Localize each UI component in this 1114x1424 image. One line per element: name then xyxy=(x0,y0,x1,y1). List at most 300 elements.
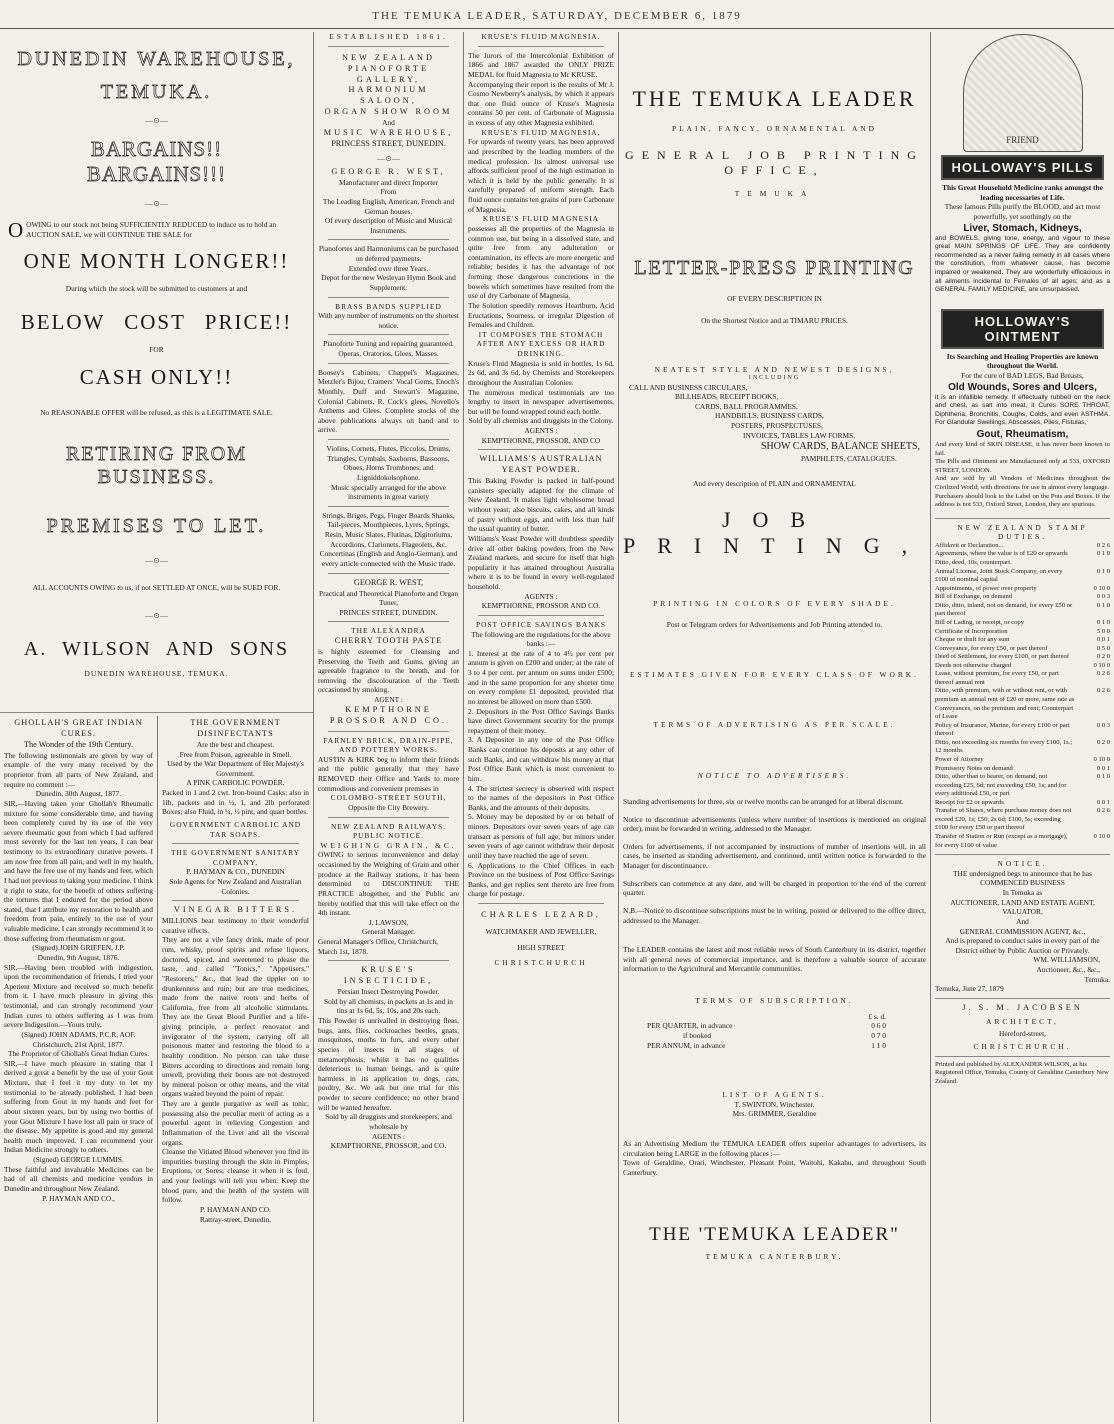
weighing-grain: WEIGHING GRAIN, &C. xyxy=(320,840,457,850)
subscription-row xyxy=(623,1041,926,1051)
stamp-duty-amount: 0 2 6 xyxy=(1096,541,1110,549)
warehouse-town: TEMUKA. xyxy=(100,81,213,103)
rule xyxy=(328,439,449,440)
yeast-text-1: This Baking Powder is packed in half-pound canisters specially adapted for the climate of New Zealand. It makes light wholesome bread without yeast; also biscuits, cakes, and all kinds of pastry without eggs, and with less than half the usual quantity of butter. xyxy=(468,476,614,534)
stamp-duty-row xyxy=(935,765,1110,774)
govt-title: THE GOVERNMENT DISINFECTANTS xyxy=(190,718,281,738)
bargains-heading: BARGAINS!! BARGAINS!!! xyxy=(86,137,227,186)
for-text: FOR xyxy=(149,344,164,354)
notice-line-7: And is prepared to conduct sales in every part of the District either by Public Auction or Privately. xyxy=(945,936,1100,955)
yeast-agents-label: AGENTS : xyxy=(524,591,558,601)
terms-advertising: TERMS OF ADVERTISING AS PER SCALE. xyxy=(653,719,896,729)
gm-office: General Manager's Office, Christchurch, March 1st, 1878. xyxy=(318,937,439,956)
kruse-text-9: Sold by all chemists and druggists in the Colony. xyxy=(468,416,614,426)
stamp-duty-row xyxy=(935,799,1110,808)
ointment-sold: And are sold by all Vendors of Medicines throughout the Civilized World; with directions for use in almost every language. xyxy=(935,475,1110,491)
stamp-duty-amount: 0 1 0 xyxy=(1096,601,1110,609)
rule xyxy=(328,731,449,732)
printing-list-3: CARDS, BALL PROGRAMMES, xyxy=(695,401,798,411)
letterpress-heading: LETTER-PRESS PRINTING xyxy=(634,256,915,279)
owing-text: OWING to our stock not being SUFFICIENTLY REDUCED to induce us to hold an AUCTION SALE, we will CONTINUE THE SALE for xyxy=(26,220,277,239)
west-name: GEORGE R. WEST, xyxy=(331,166,446,176)
job-office: GENERAL JOB PRINTING OFFICE, xyxy=(625,147,924,178)
rule xyxy=(328,239,449,240)
general-manager: General Manager. xyxy=(362,927,415,937)
pills-intro: This Great Household Medicine ranks amongst the leading necessaries of Life. xyxy=(942,183,1103,202)
princes-street: PRINCESS STREET, DUNEDIN. xyxy=(331,138,446,148)
high-street: HIGH STREET xyxy=(517,942,565,952)
rule xyxy=(478,46,604,47)
brass-bands-text: With any number of instruments on the shortest notice. xyxy=(318,311,459,330)
printing-list-8: PAMPHLETS, CATALOGUES. xyxy=(801,453,897,463)
ghollah-closing: These faithful and invaluable Medicines can be had of all chemists and medicine vendors in Dunedin and throughout New Zealand. xyxy=(4,1164,153,1193)
watchmaker: WATCHMAKER AND JEWELLER, xyxy=(485,926,597,936)
insecticide-agents: KEMPTHORNE, PROSSOR, and CO. xyxy=(330,1141,447,1151)
dunedin-warehouse-ad xyxy=(0,32,313,712)
temuka-leader-ad xyxy=(619,32,930,1422)
temuka-label: TEMUKA xyxy=(734,189,815,199)
alexandra: THE ALEXANDRA xyxy=(351,626,426,636)
stamp-duty-item: Transfer of Shares, where purchase money does not exceed £20, 1s; £50, 2s 6d; £100, 5s; exceeding £100 for every £50 or part thereof xyxy=(935,807,1072,832)
owing-notice xyxy=(4,218,309,242)
deferred-payments: Pianofortes and Harmoniums can be purchased on deferred payments. xyxy=(318,244,459,264)
rule xyxy=(328,297,449,298)
stamp-duty-item: Power of Attorney xyxy=(935,755,984,763)
stamp-duty-amount: 0 2 6 xyxy=(1096,687,1110,695)
savings-rule-6: 6. Applications to the Chief Offices in each Province on the business of Post Office Savings Banks, and get replies sent thereto are free from charge for postage. xyxy=(468,860,614,899)
leader-footer-title: THE 'TEMUKA LEADER" xyxy=(649,1223,900,1245)
ghollah-date-3: Christchurch, 21st April, 1877. xyxy=(32,1039,125,1049)
princes-street-2: PRINCES STREET, DUNEDIN. xyxy=(339,607,438,617)
stamp-duty-row xyxy=(935,619,1110,628)
stamp-duty-item: Cheque or draft for any sum xyxy=(935,636,1010,644)
printing-list-4: HANDBILLS, BUSINESS CARDS, xyxy=(715,411,824,421)
music-warehouse-column xyxy=(314,32,463,1422)
notice-3: Orders for advertisements, if not accompanied by instructions of number of insertions will, in all cases, be inserted as standing advertisement, and continued, until written notice is forwarded to the Manager for discontinuance. xyxy=(623,841,926,871)
ointment-body: it is an infallible remedy. If effectually rubbed on the neck and chest, as salt into meat, it Cures SORE THROAT, Diphtheria, Bronchitis, Coughs, Colds, and even ASTHMA. For Glandular Swellings, Abscesses, Piles, Fistulas, xyxy=(935,393,1110,427)
insecticide-text: This Powder is unrivalled in destroying fleas, bugs, ants, flies, cockroaches beetles, gnats, mosquitoes, moths in furs, and every other species of insects in all stages of metamorphosis; whilst it has no qualities deleterious to human beings, and is quite harmless in its application to dogs, cats, poultry, &c. We ask but one trial for this powder to secure confidence; no other brand will be wanted hereafter. xyxy=(318,1016,459,1112)
printing-list-1: CALL AND BUSINESS CIRCULARS, xyxy=(629,382,748,392)
stamp-duty-amount: 0 0 3 xyxy=(1096,593,1110,601)
savings-rule-5: 5. Money may be deposited by or on behalf of minors. Depositors over seven years of age can transact as persons of full age, but minors under seven years of age cannot withdraw their deposit until they have reached the age of seven. xyxy=(468,812,614,860)
wilson-subtitle: DUNEDIN WAREHOUSE, TEMUKA. xyxy=(84,668,229,678)
subscription-price: 0 6 0 xyxy=(871,1021,886,1031)
christchurch: CHRISTCHURCH. xyxy=(973,1042,1072,1052)
stamp-duties-title: NEW ZEALAND STAMP DUTIES. xyxy=(957,522,1088,542)
printing-list-5: POSTERS, PROSPECTUSES, xyxy=(731,421,823,431)
stamp-duty-row xyxy=(935,807,1110,833)
colors: PRINTING IN COLORS OF EVERY SHADE. xyxy=(653,598,896,608)
cherry-agent: KEMPTHORNE PROSSOR AND CO. xyxy=(329,704,448,725)
ghollah-title: GHOLLAH'S GREAT INDIAN CURES. xyxy=(14,718,143,738)
kruse-agents-label: AGENTS : xyxy=(524,426,558,435)
vinegar-address: Rattray-street, Dunedin. xyxy=(199,1214,272,1224)
publications-text: Boosey's Cabinets, Chappel's Magazines, Metzler's Bijou, Cramers' Vocal Gems, Enoch's Monthly, Duff and Stewart's Magazine, Colonial Cabinets, R. Cock's glees, Novello's Anthems and Glees. Complete stocks of the above publications always on hand and to arrive. xyxy=(318,367,459,435)
stamp-duty-item: Annual License, Joint Stock Company, on every £100 of nominal capital xyxy=(935,567,1063,584)
rule xyxy=(328,573,449,574)
kruse-composes: IT COMPOSES THE STOMACH AFTER ANY EXCESS OR HARD DRINKING. xyxy=(476,329,606,358)
stamp-duty-row xyxy=(935,550,1110,559)
govt-soap: GOVERNMENT CARBOLIC AND TAR SOAPS. xyxy=(169,819,302,839)
rule xyxy=(172,900,299,901)
section-rule xyxy=(0,712,313,713)
rule xyxy=(328,46,449,47)
subscription-row xyxy=(623,1031,926,1041)
warehouse-title: DUNEDIN WAREHOUSE, xyxy=(17,48,296,70)
vinegar-intro: MILLIONS bear testimony to their wonderful curative effects. xyxy=(162,916,309,935)
vinegar-body-1: They are not a vile fancy drink, made of poor rum, whisky, proof spirits and refuse liquors, doctored, spiced, and sweetened to please the taste, and called "Tonics," "Appetisers," "Restorers," &c., that lead the tippler on to drunkenness and ruin; but are true medicines, made from the native roots and herbs of California, free from all alcoholic stimulants. They are the Great Blood Purifier and a life-giving principle, a perfect renovator and invigorator of the system, carrying off all poisonous matter and restoring the blood to a healthy condition. No person can take these Bitters according to directions and remain long unwell, providing their bones are not destroyed by mineral poison or other means, and the vital organs wasted beyond the point of repair. xyxy=(162,935,309,1099)
ghollah-subtitle: The Wonder of the 19th Century. xyxy=(23,739,134,749)
rule xyxy=(935,854,1110,855)
stamp-duty-item: Deeds not otherwise charged xyxy=(935,661,1012,669)
ghollah-date-2: Dunedin, 9th August, 1876. xyxy=(37,952,120,962)
farnley-title: FARNLEY BRICK, DRAIN-PIPE, AND POTTERY WORKS. xyxy=(323,735,454,755)
yeast-text-2: Williams's Yeast Powder will doubtless speedily drive all other baking powders from the New Zealand markets, and secure for itself that high popularity it has attained throughout Australia where it is to be found in every well-regulated household. xyxy=(468,533,614,591)
arranged-text: Music specially arranged for the above instruments in great variety xyxy=(330,482,447,502)
rule xyxy=(935,1056,1110,1057)
neatest-style: NEATEST STYLE AND NEWEST DESIGNS, xyxy=(654,365,895,375)
hymn-depot: Depot for the new Wesleyan Hymn Book and Supplement. xyxy=(321,273,456,292)
notice-6: The LEADER contains the latest and most reliable news of South Canterbury in its district, together with all general news of commercial importance, and is therefore a valuable source of accurate information to the Agricultural and Mercantile communities. xyxy=(623,945,926,974)
west-name-2: GEORGE R. WEST, xyxy=(353,577,424,587)
stamp-duty-row xyxy=(935,662,1110,671)
ghollah-testimonial-1: SIR,—Having taken your Ghollah's Rheumatic mixture for some considerable time, and having been completely cured by its use of the very severe rheumatic gout from which I had suffered most severely for the last ten years, I can bear testimony to its extraordinary curative powers. I am now free from all pain, and well in my health, and have the free use of my hands and feet, which I had not previous to taking your medicine. I think it right to state, for the benefit of others suffering the tortures that I endured for the period above stated, that I attribute my restoration to health and freedom from pain, entirely to the use of your valuable medicine. I can strongly recommend it to those suffering from rheumatism or gout. xyxy=(4,798,154,943)
stamp-duty-item: Bill of Lading, or receipt, or copy xyxy=(935,618,1024,626)
including: INCLUDING xyxy=(748,374,801,381)
stamp-duty-amount: 0 10 0 xyxy=(1093,584,1110,592)
stamp-duty-item: Certificate of Incorporation xyxy=(935,627,1008,635)
stamp-duty-amount: 0 0 1 xyxy=(1096,798,1110,806)
every-description: Of every description of Music and Musical Instruments. xyxy=(324,216,453,235)
stamp-duty-row xyxy=(935,628,1110,637)
stamp-duty-item: Affidavit or Declaration... xyxy=(935,541,1004,549)
below-cost-heading: BELOW COST PRICE!! xyxy=(20,309,293,334)
notice-line-4: AUCTIONEER, LAND AND ESTATE AGENT, VALUATOR, xyxy=(950,897,1095,917)
gout-heading: Gout, Rheumatism, xyxy=(976,428,1069,440)
hereford-street: Hereford-street, xyxy=(999,1029,1046,1039)
ghollah-agent: P. HAYMAN AND CO., xyxy=(42,1193,115,1203)
notice-1: Standing advertisements for three, six or twelve months can be arranged for at liberal discount. xyxy=(623,796,904,806)
savings-rule-3: 3. A Depositor in any one of the Post Office Banks can continue his deposits at any other of such Banks, and can withdraw his money at that Post Office Bank which is most convenient to him. xyxy=(468,735,614,783)
vinegar-title: VINEGAR BITTERS. xyxy=(173,905,298,915)
printing-list-7: SHOW CARDS, BALANCE SHEETS, xyxy=(761,441,920,453)
notice-line-6: GENERAL COMMISSION AGENT, &c., xyxy=(959,926,1086,936)
ghollah-signature-3: (Signed) GEORGE LUMMIS. xyxy=(33,1155,124,1165)
vinegar-agent: P. HAYMAN AND CO. xyxy=(200,1204,271,1214)
govt-sole: Sole Agents for New Zealand and Australian Colonies. xyxy=(169,877,302,896)
stamp-duties-list xyxy=(935,542,1110,850)
ghollah-proprietor: The Proprietor of Ghollah's Great Indian Cures. xyxy=(7,1049,150,1059)
williamson: WM. WILLIAMSON, xyxy=(1033,955,1100,965)
holloway-column xyxy=(931,32,1114,1422)
stamp-duty-item: Lease, without premium, for every £50, or part thereof annual rent xyxy=(935,670,1059,686)
stamp-duty-item: Deed of Settlement, for every £100, or part thereof xyxy=(935,653,1070,661)
ointment-cure: For the cure of BAD LEGS, Bad Breasts, xyxy=(961,370,1084,380)
temuka-sign: Temuka. xyxy=(1084,974,1110,984)
architect: ARCHITECT, xyxy=(986,1016,1059,1026)
kruse-text-5: The Solution speedily removes Heartburn, Acid Eructations, Sourness, or irregular Digestion of Females and Children. xyxy=(468,300,614,330)
three-years: Extended over three Years. xyxy=(348,263,429,273)
insecticide-title: KRUSE'S INSECTICIDE, xyxy=(343,965,434,986)
stamp-duty-amount: 0 10 0 xyxy=(1093,661,1110,669)
subscription-label: PER ANNUM, in advance xyxy=(647,1040,726,1050)
notice-line-1: THE undersigned begs to announce that he has xyxy=(953,868,1092,878)
advertising-medium: As an Advertising Medium the TEMUKA LEADER offers superior advantages to advertisers, its circulation being LARGE in the following places :— xyxy=(623,1139,926,1158)
dropcap: O xyxy=(8,218,24,242)
rule xyxy=(328,621,449,622)
nz-label: NEW ZEALAND xyxy=(342,52,435,62)
no-offer-text: No REASONABLE OFFER will be refused, as this is a LEGITIMATE SALE. xyxy=(40,407,273,417)
concertinas-text: Concertinas (English and Anglo-German), and every article connected with the Music trade. xyxy=(319,549,458,568)
subscription-price: 0 7 0 xyxy=(871,1030,886,1040)
stamp-duty-amount: 0 10 0 xyxy=(1093,833,1110,840)
stamp-duty-amount: 0 2 6 xyxy=(1096,670,1110,678)
public-notice: PUBLIC NOTICE. xyxy=(352,831,425,841)
holloway-pills-banner: HOLLOWAY'S PILLS xyxy=(941,155,1104,180)
rule xyxy=(328,817,449,818)
stamp-duty-amount: 0 0 1 xyxy=(1096,636,1110,644)
shortest-notice: On the Shortest Notice and at TIMARU PRICES. xyxy=(701,315,848,325)
one-month-heading: ONE MONTH LONGER!! xyxy=(23,249,290,274)
railways-title: NEW ZEALAND RAILWAYS. xyxy=(330,821,447,831)
stamp-duty-amount: 0 2 0 xyxy=(1096,653,1110,661)
britannia-seal-illustration xyxy=(963,34,1083,152)
stamp-duty-row xyxy=(935,602,1110,619)
savings-rule-1: 1. Interest at the rate of 4 to 4½ per cent per annum is given on £200 and under; at the rate of 3 to 4 per cent. per annum on sums under £500; and in the same proportion for any shorter time on every complete £1 deposited, provided that no interest be allowed on more than £500. xyxy=(468,648,614,706)
stamp-duty-item: Ditto, other than to bearer, on demand, not exceeding £25, 6d; not exceeding £50, 1s; and for every additional £50, or part xyxy=(935,773,1067,798)
stamp-duty-amount: 0 0 3 xyxy=(1096,721,1110,729)
brass-bands: BRASS BANDS SUPPLIED xyxy=(335,301,442,311)
temuka-canterbury: TEMUKA CANTERBURY. xyxy=(705,1251,844,1261)
instruments-text: Violins, Cornets, Flutes, Piccolos, Drums, Triangles, Cymbals, Saxhorns, Bassoons, Oboes, Horns Trombones, and Ligniddokolsophone. xyxy=(326,444,451,482)
ghollah-testimonial-3: SIR,—I have much pleasure in stating that I derived a great a benefit by the use of your Gout Mixture, that I feel it my duty to let my testimonial to be already published. I had been suffering from Gout in my hands and feet for about sixteen years, but by using two bottles of your Gout Mixture I have lost all pain or trace of the disease. My appetite is good and my general health much improved. I can recommend your Indian Medicine strongly to others. xyxy=(4,1058,153,1155)
stamp-duty-row xyxy=(935,636,1110,645)
kruse-title-2: KRUSE'S FLUID MAGNESIA, xyxy=(481,127,601,137)
govt-line-1: Are the best and cheapest. xyxy=(196,739,275,749)
rule xyxy=(478,615,604,616)
cherry-paste: CHERRY TOOTH PASTE xyxy=(334,636,443,645)
rule xyxy=(935,518,1110,519)
accounts-notice: ALL ACCOUNTS OWING to us, if not SETTLED AT ONCE, will be SUED FOR. xyxy=(32,583,281,593)
govt-packed: Packed in 1 and 2 cwt. Iron-bound Casks; also in 1lb, packets and in ½, 1, and 2lb perforated Boxes; also Fluid, in ¼, ½ pint, and quart bottles. xyxy=(162,788,309,817)
pills-body: and BOWELS, giving tone, energy, and vigour to these great MAIN SPRINGS OF LIFE. They are confidently recommended as a never failing remedy in all cases where the constitution, from whatever cause, has become impaired or weakened. They are wonderfully efficacious in all ailments incidental to Females of all ages; and as a GENERAL FAMILY MEDICINE, are unsurpassed. xyxy=(935,234,1110,294)
kruse-text-1: The Jurors of the Intercolonial Exhibition of 1866 and 1867 awarded the ONLY PRIZE MEDAL for fluid Magnesia to Mr KRUSE. xyxy=(468,50,614,79)
notice-title: NOTICE. xyxy=(997,859,1048,869)
harmonium-saloon: HARMONIUM SALOON, xyxy=(348,85,429,106)
rule xyxy=(478,449,604,450)
printing-list-6: INVOICES, TABLES LAW FORMS, xyxy=(743,430,856,440)
subscription-price: 1 1 0 xyxy=(871,1040,886,1050)
stamp-duty-row xyxy=(935,722,1110,739)
stamp-duty-item: Policy of Insurance, Marine, for every £100 or part thereof xyxy=(935,721,1070,738)
ornament-rule: —⊙— xyxy=(145,610,168,620)
cherry-agent-label: AGENT : xyxy=(374,695,403,705)
stamp-duty-amount: 0 1 0 xyxy=(1096,550,1110,558)
subscription-label: PER QUARTER, in advance xyxy=(647,1021,733,1031)
ghollah-intro: The following testimonials are given by way of example of the very many received by the proprietor from all parts of New Zealand, and require no comment :— xyxy=(4,750,153,789)
estimates: ESTIMATES GIVEN FOR EVERY CLASS OF WORK. xyxy=(630,670,919,680)
organ-showroom: ORGAN SHOW ROOM xyxy=(324,107,453,117)
cash-only-heading: CASH ONLY!! xyxy=(79,364,234,389)
lezard-name: CHARLES LEZARD, xyxy=(481,910,601,919)
established: ESTABLISHED 1861. xyxy=(329,32,448,41)
austin-text: AUSTIN & KIRK beg to inform their friends and the public generally that they have REMOVED their Office and Yards to more commodious and convenient premises in xyxy=(318,754,459,793)
vinegar-body-3: Cleanse the Vitiated Blood whenever you find its impurities bursting through the skin in Pimples, Eruptions, or Sores; cleanse it when it is foul, and your feelings will tell you when. Keep the blood pure, and the health of the system will follow. xyxy=(162,1147,309,1205)
agent-2: Mrs. GRIMMER, Geraldine xyxy=(732,1109,817,1119)
tuner-text: Practical and Theoretical Pianoforte and Organ Tuner, xyxy=(318,588,459,608)
leading-houses: The Leading English, American, French and German houses. xyxy=(322,196,455,216)
stamp-duty-amount: 0 5 0 xyxy=(1096,644,1110,652)
insecticide-sold: Sold by all chemists, in packets at 1s and in tins at 1s 6d, 5s, 10s, and 20s each. xyxy=(324,996,453,1016)
opposite-brewery: Opposite the City Brewery. xyxy=(348,802,429,812)
rule xyxy=(328,960,449,961)
kruse-text-3: For upwards of twenty years, has been approved and prescribed by the leading members of the medical profession. Its almost universal use affords sufficient proof of the high estimation in which it is held by the public generally. It is carefully prepared of uniform strength. Each fluid ounce contains ten grains of pure Carbonate of Magnesia. xyxy=(468,137,614,214)
insecticide-sub: Persian Insect Destroying Powder. xyxy=(337,987,440,997)
stamp-duty-row xyxy=(935,585,1110,594)
masthead: THE TEMUKA LEADER, SATURDAY, DECEMBER 6, 1879 xyxy=(372,10,742,22)
colombo-street: COLOMBO-STREET SOUTH, xyxy=(330,793,447,803)
stamp-duty-row xyxy=(935,653,1110,662)
holloway-ointment-banner: HOLLOWAY'S OINTMENT xyxy=(941,309,1104,349)
agent-1: T. SWINTON, Winchester. xyxy=(734,1099,815,1109)
wilson-name: A. WILSON AND SONS xyxy=(23,637,290,660)
stamp-duty-row xyxy=(935,670,1110,687)
stamp-duty-row xyxy=(935,739,1110,756)
kruse-title: KRUSE'S FLUID MAGNESIA. xyxy=(481,32,601,41)
insecticide-wholesale: Sold by all druggists and storekeepers, and wholesale by xyxy=(325,1112,452,1131)
retiring-heading: RETIRING FROM BUSINESS. xyxy=(65,443,247,489)
kruse-text-4: possesses all the properties of the Magnesia in common use, but being in a dissolved state, and quite free from any adulteration or contamination, its effects are more energetic and reliable; besides it has the advantage of not forming those dangerous concretions in the bowels which sometimes have resulted from the use of dry Carbonate of Magnesia. xyxy=(468,223,614,301)
from-label: From xyxy=(380,187,397,197)
notice-line-2: COMMENCED BUSINESS xyxy=(980,878,1065,888)
lawson: J. LAWSON, xyxy=(368,917,409,927)
rule xyxy=(328,506,449,507)
ornament-rule: —⊙— xyxy=(145,116,168,125)
old-wounds-heading: Old Wounds, Sores and Ulcers, xyxy=(948,381,1097,393)
ointment-skin: And every kind of SKIN DISEASE, it has never been known to fail. xyxy=(935,441,1110,457)
leader-title: THE TEMUKA LEADER xyxy=(632,86,917,111)
during-text: During which the stock will be submitted to customers at and xyxy=(65,284,248,294)
magnesia-column xyxy=(464,32,618,1422)
ornament-rule: —⊙— xyxy=(377,153,400,163)
kruse-text-7: Kruse's Fluid Magnesia is sold in bottles, 1s 6d, 2s 6d, and 3s 6d, by Chemists and Storekeepers throughout the Australian Colonies. xyxy=(468,358,614,387)
every-description: OF EVERY DESCRIPTION IN xyxy=(727,293,822,303)
savings-rule-4: 4. The strictest secrecy is observed with respect to the names of the depositors in Post Office Banks, and the amounts of their deposits. xyxy=(468,783,614,812)
lsd-header: £ s. d. xyxy=(868,1011,886,1021)
rule xyxy=(328,334,449,335)
plain-fancy: PLAIN, FANCY, ORNAMENTAL AND xyxy=(671,124,877,133)
notice-advertisers: NOTICE TO ADVERTISERS. xyxy=(697,771,852,781)
rule xyxy=(935,998,1110,999)
stamp-duty-row xyxy=(935,773,1110,799)
notice-2: Notice to discontinue advertisements (unless where number of insertions is mentioned on original order), must be forwarded in writing, addressed to the Manager. xyxy=(623,814,926,834)
rule xyxy=(328,363,449,364)
yeast-title: WILLIAMS'S AUSTRALIAN YEAST POWDER. xyxy=(479,454,603,475)
jacobsen: J. S. M. JACOBSEN xyxy=(962,1002,1083,1012)
rule xyxy=(172,843,299,844)
stamp-duty-row xyxy=(935,568,1110,585)
stamp-duty-row xyxy=(935,833,1110,850)
ghollah-signature-2: (Signed) JOHN ADAMS, P.C.R, AOF. xyxy=(21,1029,136,1039)
stamp-duty-item: Ditto, deed, 10s, counterpart. xyxy=(935,559,1012,566)
notice-line-5: And xyxy=(1016,916,1029,926)
stamp-duty-item: Receipt for £2 or upwards xyxy=(935,798,1004,806)
premises-heading: PREMISES TO LET. xyxy=(46,515,267,538)
savings-intro: The following are the regulations for the above banks :— xyxy=(471,629,611,649)
ghollah-date-1: Dunedin, 30th August, 1877. xyxy=(35,789,122,799)
stamp-duty-item: Agreements, where the value is of £20 or upwards xyxy=(935,550,1068,558)
manufacturer: Manufacturer and direct Importer xyxy=(338,177,439,187)
notice-line-3: In Temuka as xyxy=(1002,888,1043,897)
stamp-duty-item: Transfer of Station or Run (except as a mortgage), for every £100 of value xyxy=(935,833,1068,849)
ointment-intro: Its Searching and Healing Properties are known throughout the World. xyxy=(946,351,1099,371)
masthead-rule xyxy=(0,28,1114,29)
ornament-rule: —⊙— xyxy=(145,556,168,566)
stamp-duty-amount: 0 10 0 xyxy=(1093,755,1110,763)
music-warehouse: MUSIC WAREHOUSE, xyxy=(323,127,454,137)
stamp-duty-item: Bill of Exchange, on demand xyxy=(935,593,1013,601)
post-orders: Post or Telegram orders for Advertisements and Job Printing attended to. xyxy=(666,620,883,630)
ornament-rule: —⊙— xyxy=(145,199,168,208)
stamp-duty-amount: 0 1 0 xyxy=(1096,773,1110,781)
stamp-duty-row xyxy=(935,645,1110,654)
notice-date: Temuka, June 27, 1879 xyxy=(935,984,1004,994)
stamp-duty-item: Conveyance, for every £50, or part thereof xyxy=(935,644,1048,652)
yeast-agents: KEMPTHORNE, PROSSOR AND CO. xyxy=(481,601,601,611)
stamp-duty-item: Ditto, ditto, inland, not on demand, for every £50 or part thereof xyxy=(935,601,1073,618)
stamp-duty-amount: 0 1 0 xyxy=(1096,618,1110,626)
notice-5: N.B.—Notice to discontinue subscriptions must be in writing, posted or delivered to the office direct, addressed to the Manager. xyxy=(623,905,926,925)
pills-purify: These famous Pills purify the BLOOD, and act most powerfully, yet soothingly on the xyxy=(944,202,1101,221)
subscription-label: if booked xyxy=(683,1030,712,1040)
kruse-text-8: The numerous medical testimonials are too lengthy to insert in newspaper advertisements, but will be found wrapped round each bottle. xyxy=(468,387,614,416)
tuning-text: Pianoforte Tuning and repairing guaranteed. Operas, Oratorios, Glees, Masses. xyxy=(323,339,454,359)
savings-title: POST OFFICE SAVINGS BANKS xyxy=(475,619,607,629)
ghollah-testimonial-2: SIR,—Having been troubled with indigestion, upon the recommendation of friends, I tried your Aperient Mixture and received so much benefit from it. I have much pleasure in giving this testimonial, and can strongly recommend your Indian cures to others suffering as I was from severe Indigestion.—Yours truly, xyxy=(4,962,153,1030)
piano-gallery: PIANOFORTE GALLERY, xyxy=(347,63,430,84)
govt-hayman: P. HAYMAN & CO., DUNEDIN xyxy=(186,867,285,877)
stamp-duty-amount: 0 1 0 xyxy=(1096,567,1110,575)
ghollah-signature-1: (Signed) JOHN GRIFFEN, J.P. xyxy=(32,943,125,953)
vinegar-body-2: They are a gentle purgative as well as tonic, possessing also the peculiar merit of acting as a powerful agent in relieving Congestion and Inflammation of the Liver and all the visceral organs. xyxy=(162,1099,309,1147)
towns: Town of Geraldine, Orari, Winchester, Pleasant Point, Waitohi, Kakahu, and throughout South Canterbury. xyxy=(623,1158,926,1177)
subscription-row xyxy=(623,1021,926,1031)
liver-heading: Liver, Stomach, Kidneys, xyxy=(963,222,1082,234)
stamp-duty-item: Ditto, not exceeding six months for every £100, 1s.; 12 months xyxy=(935,738,1073,755)
notice-4: Subscribers can commence at any date, and will be charged in proportion to the end of the current quarter. xyxy=(623,878,926,898)
insecticide-agents-label: AGENTS : xyxy=(371,1131,406,1141)
stamp-duty-row xyxy=(935,687,1110,721)
ghollah-ad xyxy=(0,718,157,1422)
job-printing-heading: JOB PRINTING, xyxy=(623,506,930,558)
kruse-title-3: KRUSE'S FLUID MAGNESIA xyxy=(482,214,600,224)
ointment-purchasers: Purchasers should look to the Label on the Pots and Boxes. If the address is not 533, Oxford Street, London, they are spurious. xyxy=(935,492,1110,509)
government-disinfectants-ad xyxy=(158,718,313,1422)
stamp-duty-amount: 5 0 0 xyxy=(1096,627,1110,635)
stamp-duty-amount: 0 0 1 xyxy=(1096,764,1110,772)
govt-company: THE GOVERNMENT SANITARY COMPANY, xyxy=(170,848,301,867)
stamp-duty-amount: 0 2 6 xyxy=(1096,807,1110,815)
imprint: Printed and published by ALEXANDER WILSON, at his Registered Office, Temuka, County of Geraldine Canterbury New Zealand. xyxy=(935,1060,1109,1085)
stamp-duty-amount: 0 2 0 xyxy=(1096,738,1110,746)
govt-line-2: Free from Poison, agreeable in Smell. xyxy=(179,749,292,759)
seal-label: FRIEND xyxy=(1006,135,1039,145)
and-label: And xyxy=(382,118,395,128)
plain-ornamental: And every description of PLAIN and ORNAMENTAL xyxy=(693,479,856,489)
ointment-manufactured: The Pills and Ointment are Manufactured only at 533, OXFORD STREET, LONDON. xyxy=(935,458,1110,474)
stamp-duty-row xyxy=(935,756,1110,765)
kruse-agents: KEMPTHORNE, PROSSOR, AND CO xyxy=(481,435,601,445)
